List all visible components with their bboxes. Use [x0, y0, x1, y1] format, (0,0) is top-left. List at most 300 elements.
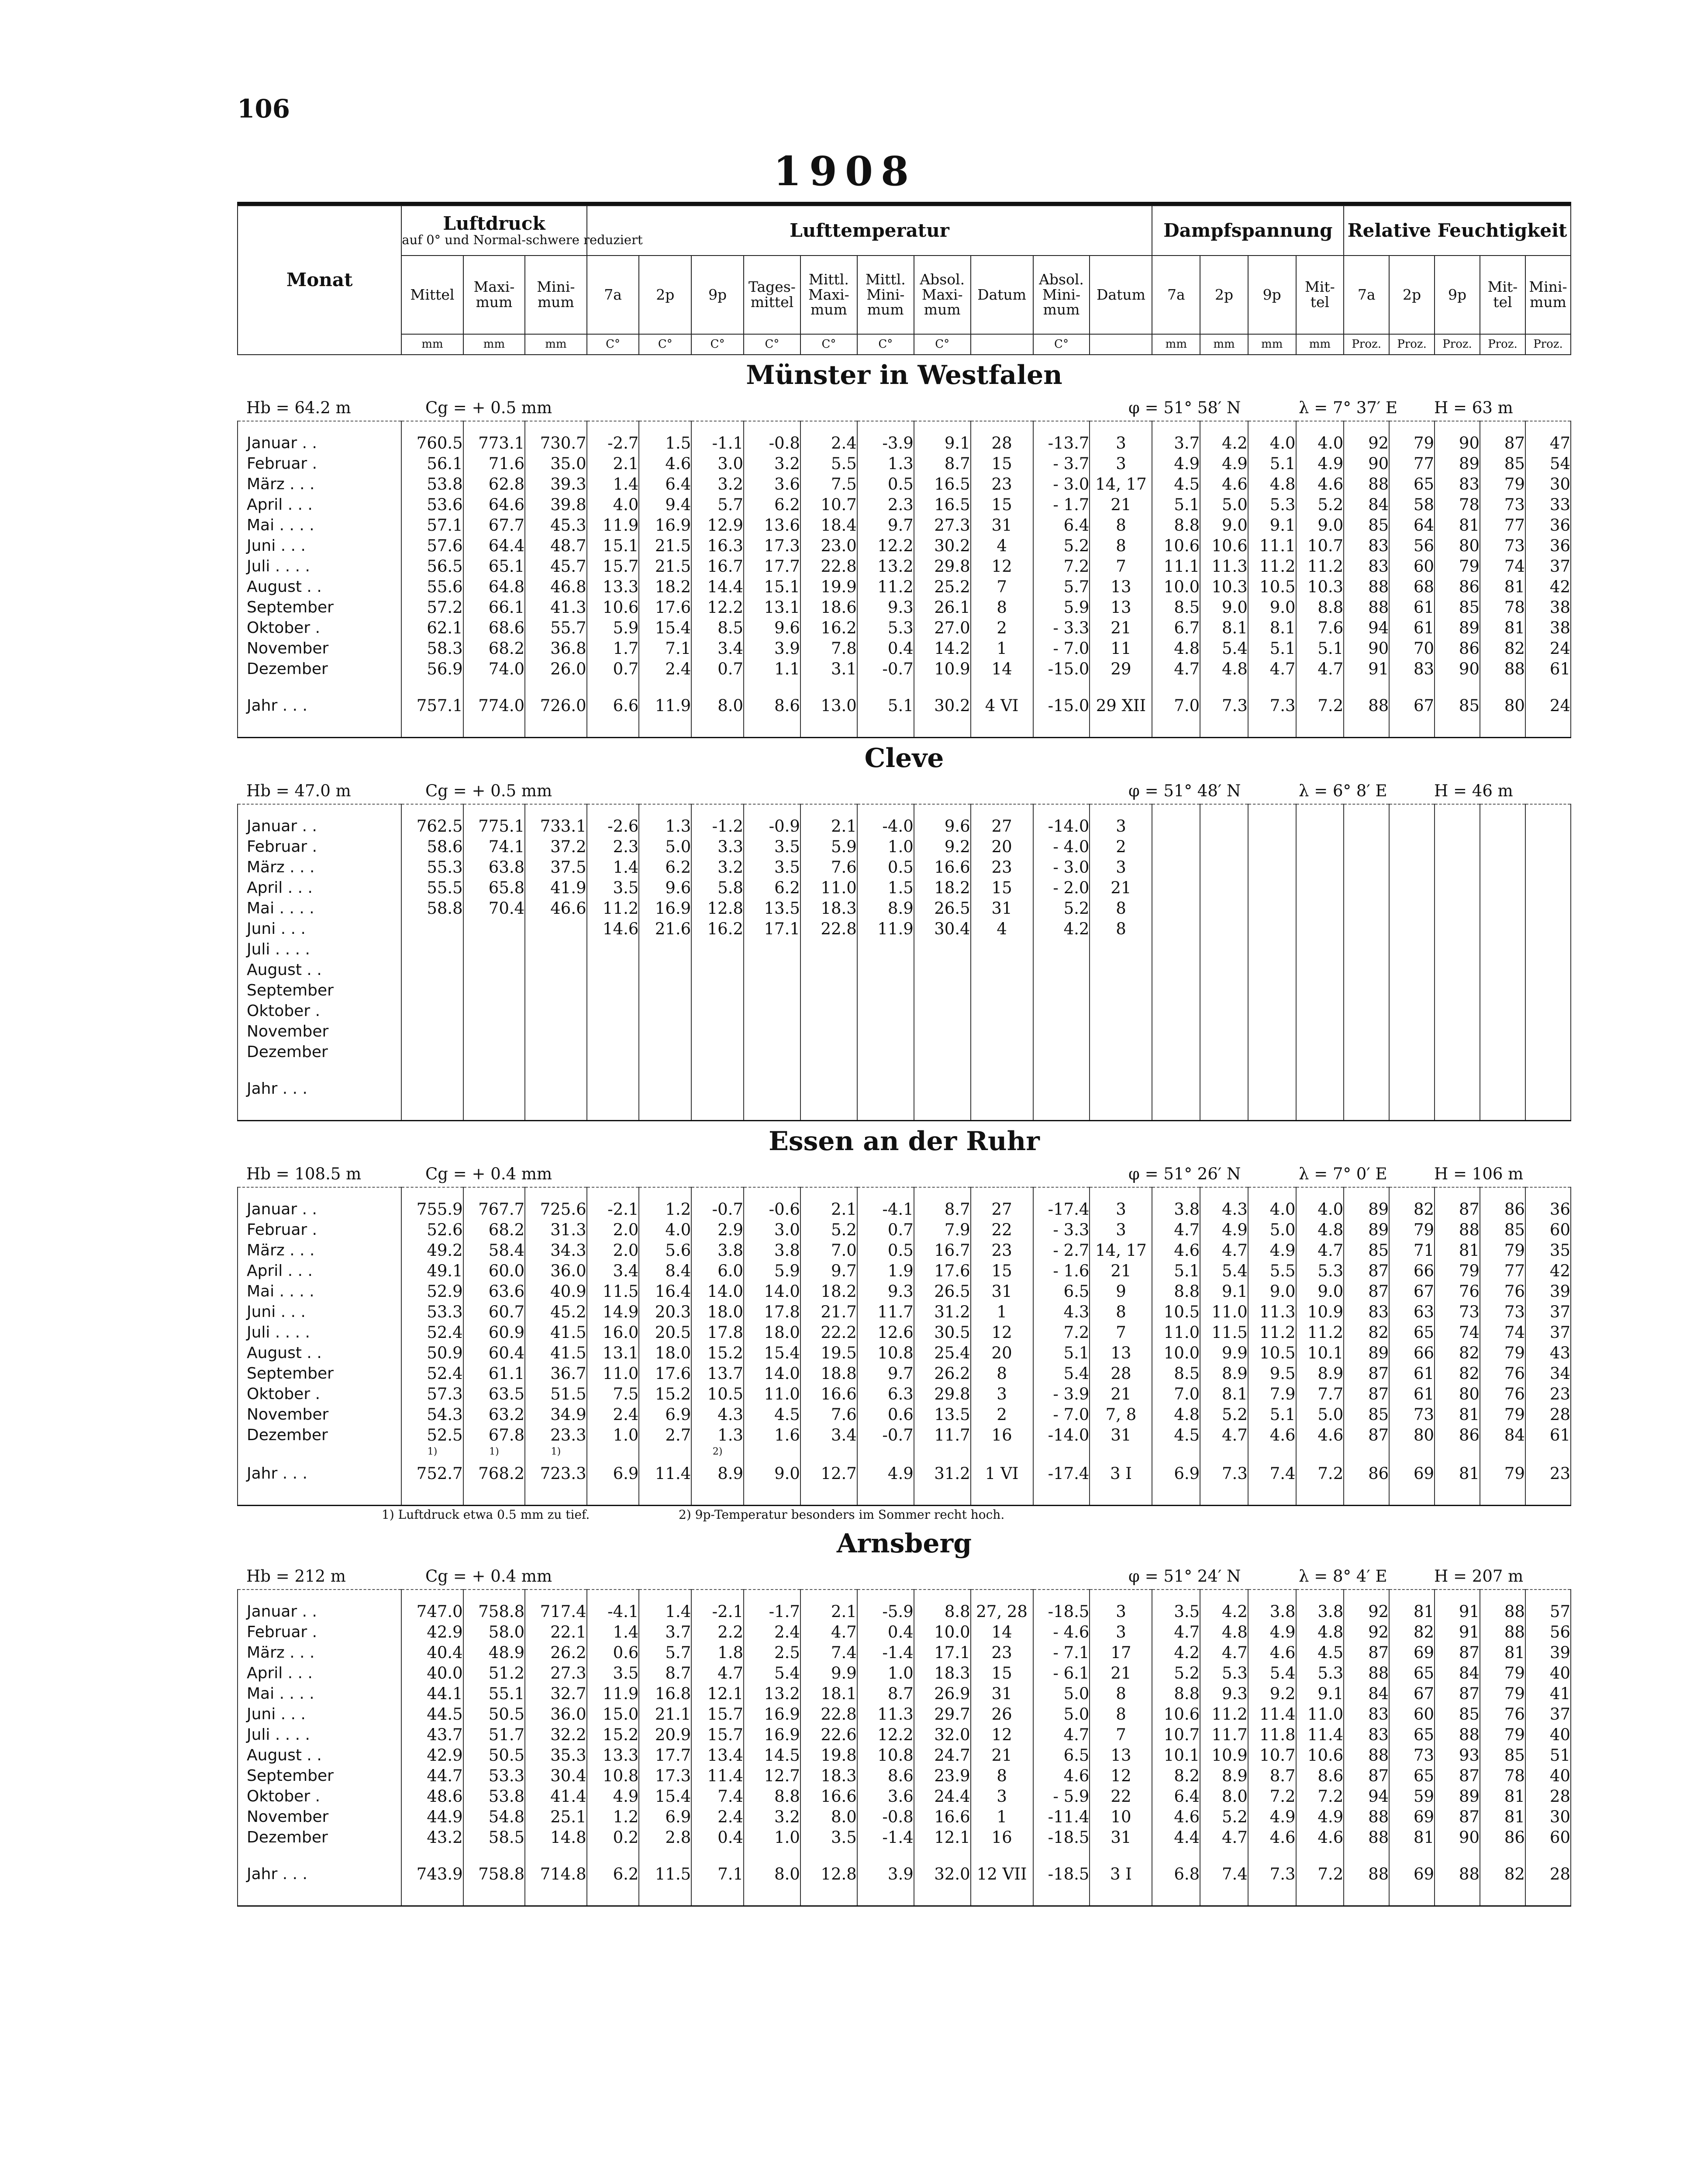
spacer-cell — [238, 679, 401, 691]
month-label: Dezember — [238, 1042, 401, 1062]
value-cell: 85 — [1435, 597, 1480, 618]
value-cell: 73 — [1435, 1302, 1480, 1322]
station-cg: Cg = + 0.4 mm — [425, 1165, 552, 1183]
value-cell: 7.5 — [800, 474, 857, 494]
value-cell: 88 — [1435, 1859, 1480, 1890]
value-cell: 14.2 — [914, 638, 971, 659]
footnote-mark — [1389, 1445, 1435, 1458]
spacer-cell — [1435, 1848, 1480, 1859]
value-cell: 13.5 — [914, 1404, 971, 1425]
value-cell: 3.6 — [744, 474, 800, 494]
value-cell: 86 — [1435, 1425, 1480, 1445]
value-cell: 28 — [1525, 1859, 1571, 1890]
value-cell: 37 — [1525, 556, 1571, 577]
value-cell — [971, 980, 1033, 1001]
value-cell — [1389, 857, 1435, 878]
value-cell: 53.3 — [463, 1766, 525, 1786]
value-cell: 9.0 — [1200, 597, 1248, 618]
value-cell: 3 — [1090, 816, 1152, 836]
value-cell: 52.4 — [401, 1322, 463, 1343]
value-cell: 3.5 — [800, 1827, 857, 1848]
value-cell — [1296, 878, 1344, 898]
value-cell: 3 I — [1090, 1859, 1152, 1890]
value-cell: 81 — [1435, 1240, 1480, 1261]
value-cell: 59 — [1389, 1786, 1435, 1807]
value-cell: 66 — [1389, 1343, 1435, 1363]
footnote-mark — [971, 1445, 1033, 1458]
column-unit: C° — [691, 334, 744, 355]
value-cell: 64 — [1389, 515, 1435, 536]
value-cell — [1152, 1042, 1200, 1062]
spacer-cell — [914, 1848, 971, 1859]
value-cell: 55.3 — [401, 857, 463, 878]
value-cell: 8.7 — [1248, 1766, 1296, 1786]
value-cell: 6.7 — [1152, 618, 1200, 638]
value-cell — [1090, 960, 1152, 980]
value-cell: 4.7 — [1152, 1622, 1200, 1642]
value-cell: 3.3 — [691, 836, 744, 857]
value-cell: 53.8 — [401, 474, 463, 494]
value-cell: 9.0 — [1296, 515, 1344, 536]
month-label: Jahr . . . — [238, 1074, 401, 1104]
spacer-cell — [800, 679, 857, 691]
value-cell: 23 — [971, 857, 1033, 878]
value-cell: 32.0 — [914, 1859, 971, 1890]
value-cell: 26.1 — [914, 597, 971, 618]
table-row — [238, 1704, 1571, 1724]
value-cell — [1152, 919, 1200, 939]
spacer-cell — [1525, 1489, 1571, 1506]
value-cell: 11.1 — [1152, 556, 1200, 577]
value-cell: 7.3 — [1200, 691, 1248, 721]
value-cell: 82 — [1435, 1363, 1480, 1384]
spacer-cell — [1152, 1848, 1200, 1859]
value-cell: 16.6 — [800, 1786, 857, 1807]
value-cell: 10.6 — [1152, 536, 1200, 556]
month-label: April . . . — [238, 1663, 401, 1683]
value-cell: 40 — [1525, 1663, 1571, 1683]
value-cell: 40.9 — [525, 1281, 586, 1302]
table-row — [238, 857, 1571, 878]
value-cell: - 3.0 — [1033, 474, 1090, 494]
value-cell: 24.4 — [914, 1786, 971, 1807]
spacer-cell — [1435, 721, 1480, 738]
column-header: 2p — [1389, 256, 1435, 334]
value-cell: 1 VI — [971, 1458, 1033, 1489]
column-unit: mm — [463, 334, 525, 355]
month-label: Dezember — [238, 1425, 401, 1445]
value-cell: - 3.3 — [1033, 1220, 1090, 1240]
spacer-cell — [800, 1062, 857, 1074]
value-cell: 84 — [1435, 1663, 1480, 1683]
spacer-cell — [914, 1590, 971, 1601]
table-row — [238, 1404, 1571, 1425]
spacer-cell — [1344, 804, 1389, 816]
value-cell: 86 — [1480, 1827, 1525, 1848]
value-cell: 4.6 — [1152, 1240, 1200, 1261]
value-cell: 8.8 — [1152, 1683, 1200, 1704]
value-cell: -0.8 — [857, 1807, 914, 1827]
value-cell: 7.6 — [800, 857, 857, 878]
value-cell: 16.6 — [800, 1384, 857, 1404]
value-cell: 8.8 — [1296, 597, 1344, 618]
spacer-cell — [857, 721, 914, 738]
value-cell: 39 — [1525, 1281, 1571, 1302]
value-cell: 15.1 — [744, 577, 800, 597]
value-cell: 14.4 — [691, 577, 744, 597]
spacer-cell — [525, 421, 586, 433]
value-cell — [1480, 939, 1525, 960]
value-cell — [1152, 898, 1200, 919]
value-cell: 80 — [1435, 536, 1480, 556]
spacer-cell — [971, 1104, 1033, 1121]
value-cell: 45.7 — [525, 556, 586, 577]
value-cell: 21 — [1090, 1663, 1152, 1683]
value-cell: 12.7 — [800, 1458, 857, 1489]
value-cell: 3.8 — [744, 1240, 800, 1261]
spacer-cell — [1344, 421, 1389, 433]
value-cell: 4.9 — [1200, 1220, 1248, 1240]
spacer-cell — [1248, 721, 1296, 738]
value-cell: 4.5 — [744, 1404, 800, 1425]
value-cell — [1200, 857, 1248, 878]
value-cell: 8.0 — [800, 1807, 857, 1827]
value-cell: 56.1 — [401, 453, 463, 474]
spacer-cell — [587, 1590, 639, 1601]
spacer-cell — [1033, 679, 1090, 691]
spacer-cell — [744, 721, 800, 738]
value-cell: 2.3 — [857, 494, 914, 515]
value-cell: 15.4 — [639, 1786, 691, 1807]
value-cell: 11.4 — [639, 1458, 691, 1489]
value-cell: 17.3 — [744, 536, 800, 556]
column-header: Mini-mum — [1525, 256, 1571, 334]
value-cell: 36 — [1525, 515, 1571, 536]
spacer-cell — [463, 804, 525, 816]
value-cell: 77 — [1389, 453, 1435, 474]
value-cell: 7.0 — [1152, 1384, 1200, 1404]
value-cell — [1296, 1001, 1344, 1021]
pressure-group-title: Luftdruck — [443, 213, 545, 234]
value-cell: 17.7 — [639, 1745, 691, 1766]
spacer-cell — [1435, 679, 1480, 691]
value-cell: 12.1 — [914, 1827, 971, 1848]
value-cell: 3.7 — [639, 1622, 691, 1642]
value-cell — [1480, 857, 1525, 878]
table-row — [238, 433, 1571, 453]
value-cell: 3.5 — [1152, 1601, 1200, 1622]
value-cell: 16.7 — [914, 1240, 971, 1261]
value-cell: 87 — [1435, 1683, 1480, 1704]
value-cell: 5.1 — [1248, 638, 1296, 659]
column-unit: C° — [639, 334, 691, 355]
column-header: 9p — [691, 256, 744, 334]
value-cell — [587, 1074, 639, 1104]
value-cell: - 6.1 — [1033, 1663, 1090, 1683]
spacer-cell — [800, 804, 857, 816]
value-cell: 14 — [971, 1622, 1033, 1642]
value-cell: 8 — [1090, 1683, 1152, 1704]
spacer-cell — [401, 721, 463, 738]
value-cell: 41.5 — [525, 1343, 586, 1363]
spacer-cell — [401, 804, 463, 816]
value-cell: 18.1 — [800, 1683, 857, 1704]
value-cell: 10.6 — [1200, 536, 1248, 556]
value-cell — [1480, 898, 1525, 919]
spacer-cell — [1248, 1848, 1296, 1859]
value-cell: 10.5 — [691, 1384, 744, 1404]
value-cell: 8.8 — [914, 1601, 971, 1622]
value-cell: 7.0 — [800, 1240, 857, 1261]
value-cell: 757.1 — [401, 691, 463, 721]
value-cell: 3 — [1090, 433, 1152, 453]
value-cell: 760.5 — [401, 433, 463, 453]
month-label: Oktober . — [238, 1001, 401, 1021]
value-cell: 773.1 — [463, 433, 525, 453]
value-cell: 79 — [1480, 1343, 1525, 1363]
value-cell: 768.2 — [463, 1458, 525, 1489]
value-cell: 9.1 — [1296, 1683, 1344, 1704]
spacer-cell — [525, 1489, 586, 1506]
value-cell — [1248, 980, 1296, 1001]
spacer-cell — [1090, 804, 1152, 816]
station-end-row — [238, 721, 1571, 738]
spacer-cell — [1033, 1187, 1090, 1199]
value-cell: -4.1 — [857, 1199, 914, 1220]
value-cell: 11.0 — [800, 878, 857, 898]
value-cell: 723.3 — [525, 1458, 586, 1489]
spacer-cell — [1525, 721, 1571, 738]
station-name: Cleve — [864, 743, 944, 774]
value-cell — [639, 1021, 691, 1042]
value-cell — [1033, 960, 1090, 980]
value-cell — [1344, 857, 1389, 878]
spacer-cell — [1033, 1890, 1090, 1906]
value-cell: 21.5 — [639, 556, 691, 577]
station-height: H = 207 m — [1434, 1567, 1524, 1586]
value-cell: 63.2 — [463, 1404, 525, 1425]
value-cell: 45.2 — [525, 1302, 586, 1322]
spacer-cell — [1152, 1890, 1200, 1906]
spacer-cell — [857, 804, 914, 816]
table-row — [238, 1302, 1571, 1322]
value-cell: 34 — [1525, 1363, 1571, 1384]
value-cell: 13.2 — [857, 556, 914, 577]
spacer-cell — [1480, 1890, 1525, 1906]
value-cell — [1296, 898, 1344, 919]
value-cell: 93 — [1435, 1745, 1480, 1766]
month-label: März . . . — [238, 1240, 401, 1261]
month-label: Juni . . . — [238, 919, 401, 939]
value-cell: 77 — [1480, 515, 1525, 536]
spacer-cell — [587, 1104, 639, 1121]
value-cell: 13 — [1090, 597, 1152, 618]
value-cell: - 4.0 — [1033, 836, 1090, 857]
spacer-cell — [1389, 721, 1435, 738]
value-cell: 3.2 — [744, 453, 800, 474]
station-coordinates — [238, 1161, 1571, 1187]
value-cell: 4.6 — [1248, 1425, 1296, 1445]
value-cell: 83 — [1344, 556, 1389, 577]
column-unit — [971, 334, 1033, 355]
station-longitude: λ = 8° 4′ E — [1299, 1567, 1387, 1586]
value-cell: 87 — [1344, 1281, 1389, 1302]
value-cell: 42 — [1525, 577, 1571, 597]
value-cell: 17.1 — [914, 1642, 971, 1663]
column-header: 7a — [1344, 256, 1389, 334]
value-cell: 11.0 — [1296, 1704, 1344, 1724]
value-cell: 92 — [1344, 433, 1389, 453]
value-cell: 37.2 — [525, 836, 586, 857]
value-cell: 7.2 — [1296, 1458, 1344, 1489]
value-cell — [1152, 836, 1200, 857]
spacer-row — [238, 1062, 1571, 1074]
value-cell: 16.9 — [639, 898, 691, 919]
table-row — [238, 816, 1571, 836]
value-cell — [914, 939, 971, 960]
value-cell: 4.9 — [1200, 453, 1248, 474]
temperature-group-header: Lufttemperatur — [587, 206, 1152, 256]
footnote-row — [238, 1506, 1571, 1524]
value-cell: 6.4 — [639, 474, 691, 494]
value-cell — [1248, 857, 1296, 878]
value-cell: 38 — [1525, 597, 1571, 618]
value-cell: 14.8 — [525, 1827, 586, 1848]
value-cell — [1152, 1074, 1200, 1104]
month-label: März . . . — [238, 474, 401, 494]
value-cell: 5.1 — [1033, 1343, 1090, 1363]
table-row — [238, 556, 1571, 577]
value-cell: 50.5 — [463, 1745, 525, 1766]
value-cell: 3.5 — [744, 857, 800, 878]
value-cell: 85 — [1480, 1220, 1525, 1240]
value-cell: 4 — [971, 536, 1033, 556]
value-cell: 5.1 — [1248, 453, 1296, 474]
value-cell: 38 — [1525, 618, 1571, 638]
table-row — [238, 659, 1571, 679]
value-cell — [1480, 836, 1525, 857]
value-cell: -2.7 — [587, 433, 639, 453]
value-cell — [1296, 980, 1344, 1001]
footnote-mark — [1525, 1445, 1571, 1458]
value-cell: 89 — [1344, 1343, 1389, 1363]
spacer-cell — [857, 1590, 914, 1601]
value-cell: 63 — [1389, 1302, 1435, 1322]
value-cell — [1480, 878, 1525, 898]
value-cell: 87 — [1344, 1425, 1389, 1445]
column-unit: mm — [1296, 334, 1344, 355]
station-name: Arnsberg — [836, 1528, 972, 1559]
value-cell: 2 — [971, 618, 1033, 638]
value-cell: 31.2 — [914, 1302, 971, 1322]
value-cell — [1296, 939, 1344, 960]
value-cell: 89 — [1435, 453, 1480, 474]
value-cell — [1296, 816, 1344, 836]
value-cell: -1.4 — [857, 1827, 914, 1848]
value-cell: 730.7 — [525, 433, 586, 453]
value-cell: 16 — [971, 1827, 1033, 1848]
value-cell: 94 — [1344, 1786, 1389, 1807]
spacer-cell — [1090, 679, 1152, 691]
value-cell: 7.4 — [800, 1642, 857, 1663]
value-cell: 29.8 — [914, 1384, 971, 1404]
value-cell — [1296, 919, 1344, 939]
column-unit: mm — [1152, 334, 1200, 355]
value-cell — [1480, 980, 1525, 1001]
spacer-cell — [639, 1062, 691, 1074]
value-cell: - 7.0 — [1033, 1404, 1090, 1425]
value-cell: 71.6 — [463, 453, 525, 474]
spacer-cell — [857, 1890, 914, 1906]
value-cell: 11.0 — [587, 1363, 639, 1384]
month-label: Jahr . . . — [238, 1859, 401, 1890]
value-cell: 10.0 — [1152, 577, 1200, 597]
value-cell: 7.2 — [1248, 1786, 1296, 1807]
month-label: Mai . . . . — [238, 515, 401, 536]
footnote-mark — [1033, 1445, 1090, 1458]
spacer-cell — [463, 1489, 525, 1506]
footnote-mark — [1344, 1445, 1389, 1458]
value-cell: 5.4 — [1200, 638, 1248, 659]
value-cell: 5.4 — [1200, 1261, 1248, 1281]
value-cell: 48.6 — [401, 1786, 463, 1807]
month-label: Februar . — [238, 1220, 401, 1240]
value-cell: 81 — [1389, 1601, 1435, 1622]
value-cell: 31 — [971, 515, 1033, 536]
value-cell: 4.8 — [1200, 659, 1248, 679]
value-cell: 23 — [1525, 1458, 1571, 1489]
spacer-cell — [639, 1104, 691, 1121]
value-cell: 3 — [1090, 1622, 1152, 1642]
value-cell: 87 — [1480, 433, 1525, 453]
value-cell: 17.8 — [691, 1322, 744, 1343]
value-cell — [744, 1074, 800, 1104]
value-cell: -4.1 — [587, 1601, 639, 1622]
value-cell: 1.3 — [857, 453, 914, 474]
value-cell: 17.3 — [639, 1766, 691, 1786]
value-cell: 16.5 — [914, 494, 971, 515]
value-cell: 10.3 — [1296, 577, 1344, 597]
value-cell: 18.0 — [691, 1302, 744, 1322]
value-cell: 56.5 — [401, 556, 463, 577]
value-cell: 2.1 — [800, 816, 857, 836]
value-cell: 2.3 — [587, 836, 639, 857]
value-cell — [1033, 1074, 1090, 1104]
value-cell: 2.0 — [587, 1240, 639, 1261]
table-row — [238, 1001, 1571, 1021]
spacer-cell — [238, 1890, 401, 1906]
spacer-cell — [238, 721, 401, 738]
value-cell: 84 — [1344, 1683, 1389, 1704]
value-cell: 4.9 — [857, 1458, 914, 1489]
spacer-cell — [691, 1104, 744, 1121]
value-cell: 7.3 — [1248, 691, 1296, 721]
spacer-cell — [1248, 679, 1296, 691]
value-cell: 21 — [971, 1745, 1033, 1766]
value-cell — [1344, 1001, 1389, 1021]
value-cell: 4.7 — [1152, 659, 1200, 679]
column-unit: mm — [1248, 334, 1296, 355]
spacer-cell — [1152, 421, 1200, 433]
spacer-cell — [463, 679, 525, 691]
value-cell — [1435, 980, 1480, 1001]
column-header: Mittl. Mini-mum — [857, 256, 914, 334]
footnote-mark — [1296, 1445, 1344, 1458]
value-cell: 5.4 — [744, 1663, 800, 1683]
table-row — [238, 515, 1571, 536]
value-cell: 3 — [1090, 1220, 1152, 1240]
value-cell: 4.0 — [1296, 433, 1344, 453]
